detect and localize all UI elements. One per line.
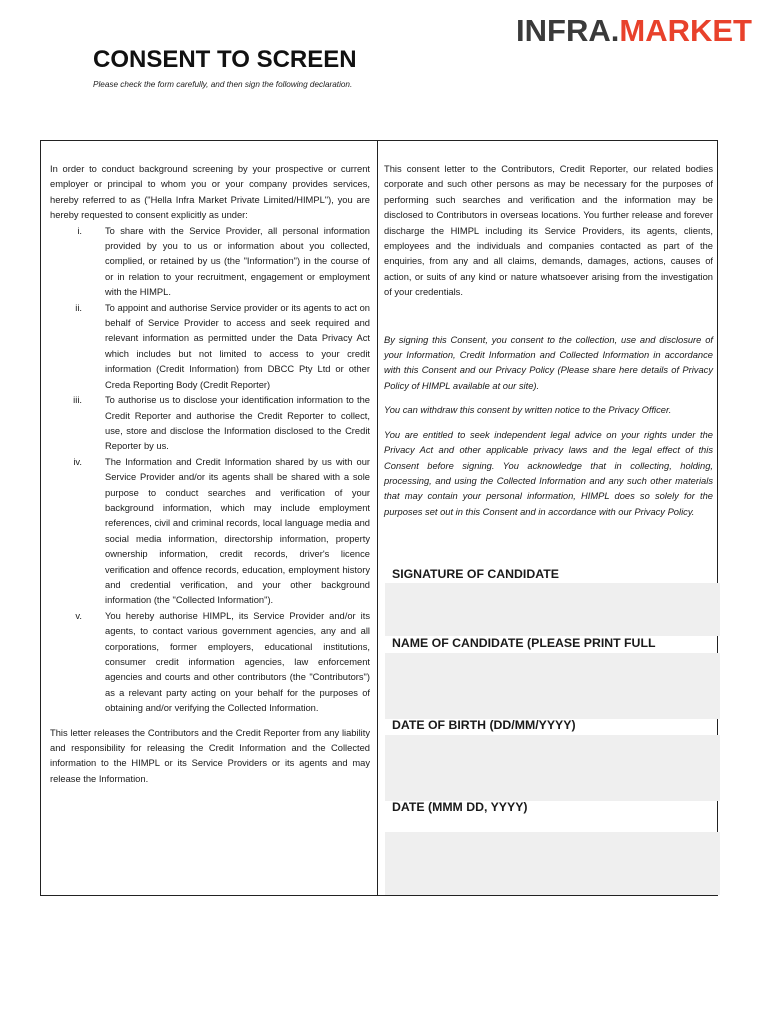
intro-paragraph: In order to conduct background screening by your prospective or current employer or principal to whom you or your company provides services, hereby referred to as ("Hella Infra Market Private Limited/HIMPL"), you are hereby requested to consent explicitly as under: xyxy=(50,164,370,221)
logo-part-infra: INFRA xyxy=(516,13,611,48)
date-of-birth-field[interactable] xyxy=(385,735,720,801)
logo-part-market: MARKET xyxy=(619,13,752,48)
release-paragraph: This consent letter to the Contributors, Credit Reporter, our related bodies corporate and such other persons as may be necessary for the purposes of performing such searches and verification and the information may be disclosed to Contributors in overseas locations. You further release and forever discharge the HIMPL including its Service Providers, its agents, clients, employees and the individuals and companies contacted as part of the enquiries, from any and all claims, demands, damages, actions, causes of action, or suits of any kind or nature whatsoever arising from the investigation of your credentials. xyxy=(384,164,713,298)
list-item-number: v. xyxy=(75,610,82,621)
list-item xyxy=(50,224,370,301)
left-column xyxy=(41,141,378,895)
list-item-number: ii. xyxy=(75,302,82,313)
list-item-number: iv. xyxy=(73,456,82,467)
signature-field[interactable] xyxy=(385,583,720,636)
list-item-text: To share with the Service Provider, all personal information provided by you to us or information about you collected, complied, or retained by us (the "Information") in the course of or in relation to your recruitment, engagement or employment with the HIMPL. xyxy=(105,225,370,298)
signature-label: SIGNATURE OF CANDIDATE xyxy=(392,567,559,581)
logo-dot: . xyxy=(610,13,620,48)
date-label: DATE (MMM DD, YYYY) xyxy=(392,800,528,814)
legal-advice-paragraph: You are entitled to seek independent legal advice on your rights under the Privacy Act and other applicable privacy laws and the legal effect of this Consent before signing. You acknowledge that in collecting, holding, processing, and using the Collected Information and any such other materials that may contain your personal information, HIMPL does so solely for the purposes set out in this Consent and in accordance with our Privacy Policy. xyxy=(384,429,713,517)
consent-privacy-paragraph: By signing this Consent, you consent to the collection, use and disclosure of your Information, Credit Information and Collected Information in accordance with this Consent and our Privacy Policy (Please share here details of Privacy Policy of HIMPL available at our site). xyxy=(384,334,713,391)
list-item-number: i. xyxy=(77,225,82,236)
page-subtitle: Please check the form carefully, and then sign the following declaration. xyxy=(93,80,353,89)
withdraw-paragraph: You can withdraw this consent by written notice to the Privacy Officer. xyxy=(384,405,672,416)
list-item xyxy=(50,455,370,609)
list-item xyxy=(50,609,370,717)
list-item xyxy=(50,393,370,455)
closing-paragraph: This letter releases the Contributors and the Credit Reporter from any liability and responsibility for releasing the Credit Information and the Collected information to the HIMPL or its Service Providers or its agents and may release the Information. xyxy=(50,727,370,784)
consent-list xyxy=(50,224,370,717)
list-item-text: To authorise us to disclose your identification information to the Credit Reporter and authorise the Credit Reporter to collect, use, store and disclose the Information disclosed to the Credit Reporter by us. xyxy=(105,395,370,452)
right-column xyxy=(378,141,717,895)
candidate-name-field[interactable] xyxy=(385,653,720,719)
consent-form xyxy=(40,140,718,896)
list-item-text: The Information and Credit Information shared by us with our Service Provider and/or its agents shall be shared with a sole purpose to conduct searches and verification of your background information, which may include employment references, civil and criminal records, local language media and social media information, directorship information, property ownership information, credit records, driver's licence verification and offence records, education, employment history and credential verification, and your other background information (the "Collected Information"). xyxy=(105,456,370,606)
list-item-number: iii. xyxy=(73,395,82,406)
list-item-text: To appoint and authorise Service provider or its agents to act on behalf of Service Provider to access and seek required and relevant information as permitted under the Data Privacy Act which includes but not limited to access to your credit information (Credit Information) from DBCC Pty Ltd or other Creda Reporting Body (Credit Reporter) xyxy=(105,302,370,390)
date-field[interactable] xyxy=(385,832,720,895)
list-item xyxy=(50,301,370,393)
page-title: CONSENT TO SCREEN xyxy=(93,46,357,73)
list-item-text: You hereby authorise HIMPL, its Service Provider and/or its agents, to contact various government agencies, any and all corporations, former employers, educational institutions, consumer credit information agencies, law enforcement agencies and courts and other contributors (the "Contributors") as a relevant party acting on your behalf for the purposes of obtaining and/or verifying the Collected Information. xyxy=(105,610,370,714)
date-of-birth-label: DATE OF BIRTH (DD/MM/YYYY) xyxy=(392,718,576,732)
candidate-name-label: NAME OF CANDIDATE (PLEASE PRINT FULL xyxy=(392,636,656,650)
infra-market-logo xyxy=(516,14,752,48)
